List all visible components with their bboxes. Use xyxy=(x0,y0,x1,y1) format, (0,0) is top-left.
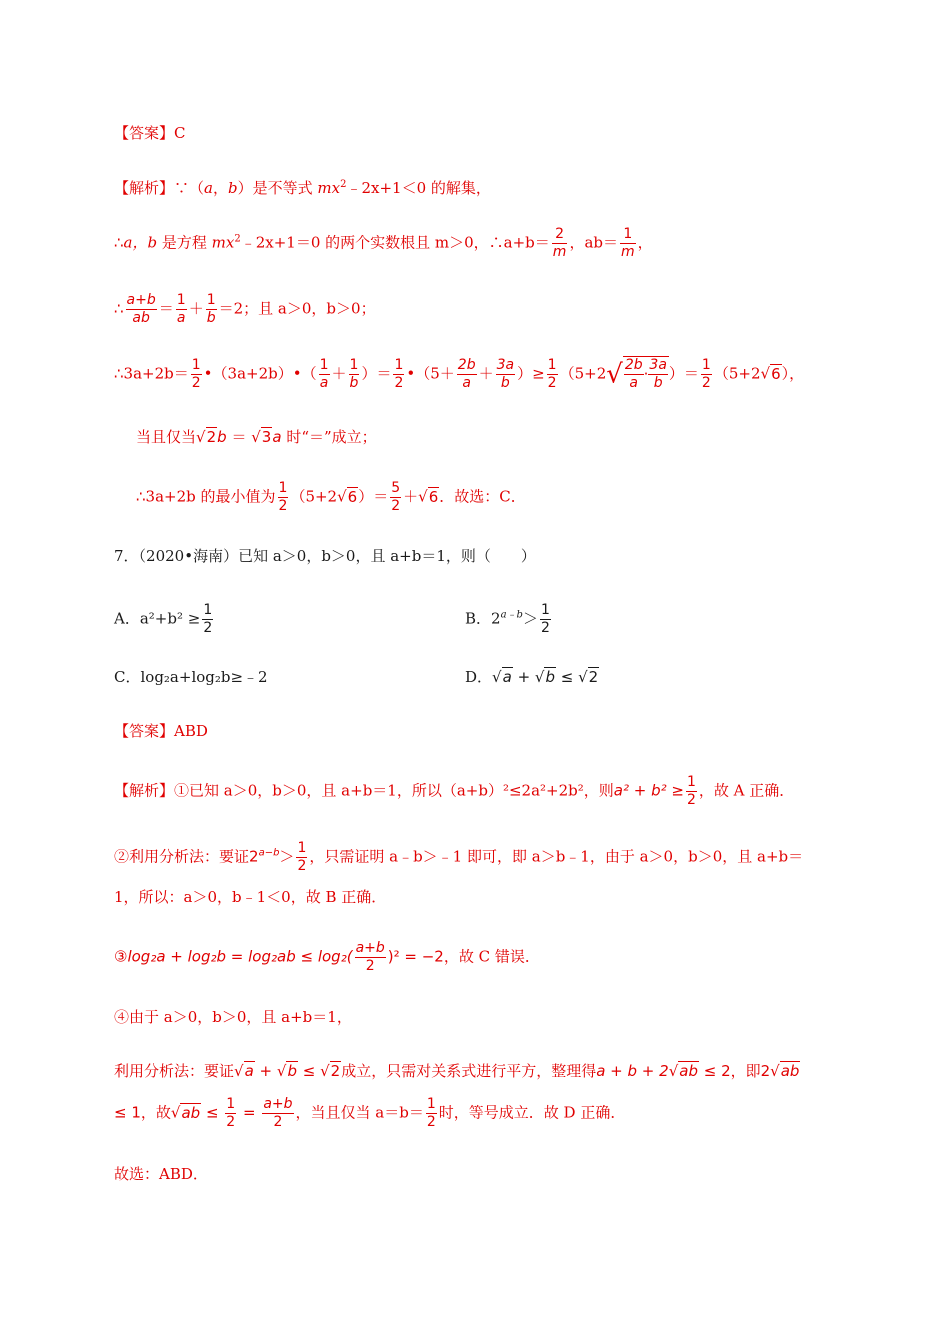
option-d: D．√a + √b ≤ √2 xyxy=(465,668,599,686)
solution-1-line-1: 【解析】∵（a，b）是不等式 $mx^2﹣2x+1<0$ 的解集， xyxy=(114,179,491,197)
solution-2-line-2b: 1，所以：a＞0，b﹣1＜0，故 B 正确． xyxy=(114,888,387,906)
question-7-stem: 7．（2020•海南）已知 a＞0，b＞0，且 a+b＝1，则（ ） xyxy=(114,547,536,565)
solution-2-line-1: 【解析】①已知 a＞0，b＞0，且 a+b＝1，所以（a+b）²≤2a²+2b²，则a² + b² ≥ $\frac{1}{2}$ ，故 A 正确． xyxy=(114,774,795,808)
solution-1-line-5: 当且仅当√2b ＝ √3a 时“＝”成立； xyxy=(136,428,377,446)
sqrt-product: √ $\frac{2b}{a}$ · $\frac{3a}{b}$ xyxy=(606,357,667,391)
answer-2: 【答案】ABD xyxy=(114,722,208,740)
option-c: C．log₂a+log₂b≥﹣2 xyxy=(114,668,268,686)
solution-1-line-4: ∴3a+2b＝ $\frac{1}{2}$ •（3a+2b）•（ $\frac{1}{a}$ ＋ $\frac{1}{b}$ ）＝ $\frac{1}{2}$ •（5＋ $\frac{2b}{a}$ ＋ $\frac{3a}{b}$ ）≥ $\frac{1}{2}$ （5+2√ $\frac{2b}{a}$ · $\frac{3a}{b}$ ）＝ $\frac{1}{2}$ （5+2√6）， xyxy=(114,357,805,391)
fraction-2-over-m: $\frac{2}{m}$ xyxy=(552,226,567,260)
fraction-apb-over-ab: $\frac{a+b}{ab}$ xyxy=(126,292,156,326)
solution-2-line-5: 利用分析法：要证√a + √b ≤ √2成立，只需对关系式进行平方，整理得a + b + 2√ab ≤ 2，即2√ab xyxy=(114,1062,800,1080)
answer-1: 【答案】C xyxy=(114,124,186,142)
option-b: B．$2^{a﹣b}>$ $\frac{1}{2}$ xyxy=(465,602,550,636)
solution-2-line-6: ≤ 1，故√ab ≤ $\frac{1}{2}$ = $\frac{a+b}{2}$ ，当且仅当 a＝b＝ $\frac{1}{2}$ 时，等号成立．故 D 正确． xyxy=(114,1096,626,1130)
solution-2-line-2: ②利用分析法：要证$2^{a-b}>$ $\frac{1}{2}$ ，只需证明 a﹣b＞﹣1 即可，即 a＞b﹣1，由于 a＞0，b＞0，且 a+b＝ xyxy=(114,840,804,874)
option-a: A．a²+b² ≥ $\frac{1}{2}$ xyxy=(114,602,213,636)
solution-1-line-2: ∴a，b 是方程 $mx^2﹣2x+1=0$ 的两个实数根且 m＞0，∴a+b＝ $\frac{2}{m}$ ，ab＝ $\frac{1}{m}$ ， xyxy=(114,226,653,260)
solution-2-line-3: ③log₂a + log₂b = log₂ab ≤ log₂( $\frac{a+b}{2}$ )² = −2，故 C 错误． xyxy=(114,940,540,974)
final-answer: 故选：ABD． xyxy=(114,1165,208,1183)
solution-1-line-6: ∴3a+2b 的最小值为 $\frac{1}{2}$ （5+2√6）＝ $\frac{5}{2}$ ＋√6．故选：C． xyxy=(136,480,526,514)
solution-1-line-3: ∴ $\frac{a+b}{ab}$ ＝ $\frac{1}{a}$ ＋ $\frac{1}{b}$ ＝2；且 a＞0，b＞0； xyxy=(114,292,376,326)
fraction-1-over-m: $\frac{1}{m}$ xyxy=(620,226,635,260)
solution-2-line-4: ④由于 a＞0，b＞0，且 a+b＝1， xyxy=(114,1008,352,1026)
